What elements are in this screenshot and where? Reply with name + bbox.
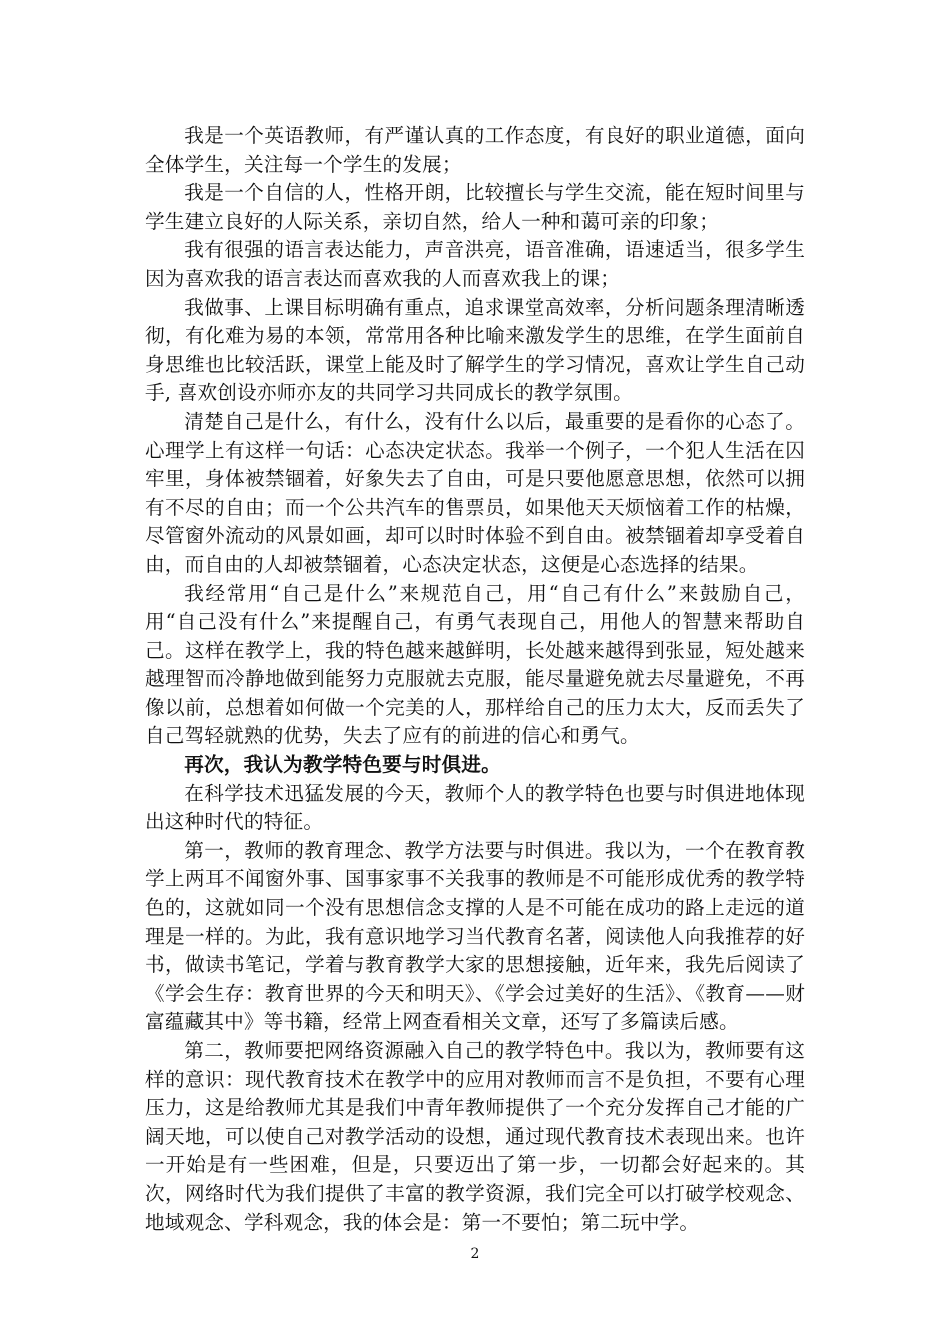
paragraph: 我是一个英语教师，有严谨认真的工作态度，有良好的职业道德，面向全体学生，关注每一个学生的发展； xyxy=(145,124,805,176)
paragraph: 我做事、上课目标明确有重点，追求课堂高效率，分析问题条理清晰透彻，有化难为易的本领，常常用各种比喻来激发学生的思维，在学生面前自身思维也比较活跃，课堂上能及时了解学生的学习情况，喜欢让学生自己动手, 喜欢创设亦师亦友的共同学习共同成长的教学氛围。 xyxy=(145,295,805,405)
section-heading: 再次，我认为教学特色要与时俱进。 xyxy=(184,753,501,777)
paragraph: 清楚自己是什么，有什么，没有什么以后，最重要的是看你的心态了。心理学上有这样一句话：心态决定状态。我举一个例子，一个犯人生活在囚牢里，身体被禁锢着，好象失去了自由，可是只要他愿意思想，依然可以拥有不尽的自由；而一个公共汽车的售票员，如果他天天烦恼着工作的枯燥，尽管窗外流动的风景如画，却可以时时体验不到自由。被禁锢着却享受着自由，而自由的人却被禁锢着，心态决定状态，这便是心态选择的结果。 xyxy=(145,409,805,576)
paragraph: 我是一个自信的人，性格开朗，比较擅长与学生交流，能在短时间里与学生建立良好的人际关系，亲切自然，给人一种和蔼可亲的印象； xyxy=(145,181,805,233)
paragraph: 我有很强的语言表达能力，声音洪亮，语音准确，语速适当，很多学生因为喜欢我的语言表达而喜欢我的人而喜欢我上的课； xyxy=(145,238,805,290)
page-number: 2 xyxy=(470,1246,480,1262)
paragraph: 在科学技术迅猛发展的今天，教师个人的教学特色也要与时俱进地体现出这种时代的特征。 xyxy=(145,781,805,834)
document-body xyxy=(145,122,805,1237)
paragraph: 第二，教师要把网络资源融入自己的教学特色中。我以为，教师要有这样的意识：现代教育技术在教学中的应用对教师而言不是负担，不要有心理压力，这是给教师尤其是我们中青年教师提供了一个充分发挥自己才能的广阔天地，可以使自己对教学活动的设想，通过现代教育技术表现出来。也许一开始是有一些困难，但是，只要迈出了第一步，一切都会好起来的。其次，网络时代为我们提供了丰富的教学资源，我们完全可以打破学校观念、地域观念、学科观念，我的体会是：第一不要怕；第二玩中学。 xyxy=(145,1039,805,1234)
paragraph: 第一，教师的教育理念、教学方法要与时俱进。我以为，一个在教育教学上两耳不闻窗外事、国事家事不关我事的教师是不可能形成优秀的教学特色的，这就如同一个没有思想信念支撑的人是不可能在成功的路上走远的道理是一样的。为此，我有意识地学习当代教育名著，阅读他人向我推荐的好书，做读书笔记，学着与教育教学大家的思想接触，近年来，我先后阅读了《学会生存：教育世界的今天和明天》、《学会过美好的生活》、《教育——财富蕴藏其中》等书籍，经常上网查看相关文章，还写了多篇读后感。 xyxy=(145,838,805,1034)
paragraph: 我经常用“自己是什么”来规范自己，用“自己有什么”来鼓励自己，用“自己没有什么”来提醒自己，有勇气表现自己，用他人的智慧来帮助自己。这样在教学上，我的特色越来越鲜明，长处越来越得到张显，短处越来越理智而冷静地做到能努力克服就去克服，能尽量避免就去尽量避免，不再像以前，总想着如何做一个完美的人，那样给自己的压力太大，反而丢失了自己驾轻就熟的优势，失去了应有的前进的信心和勇气。 xyxy=(145,581,805,748)
